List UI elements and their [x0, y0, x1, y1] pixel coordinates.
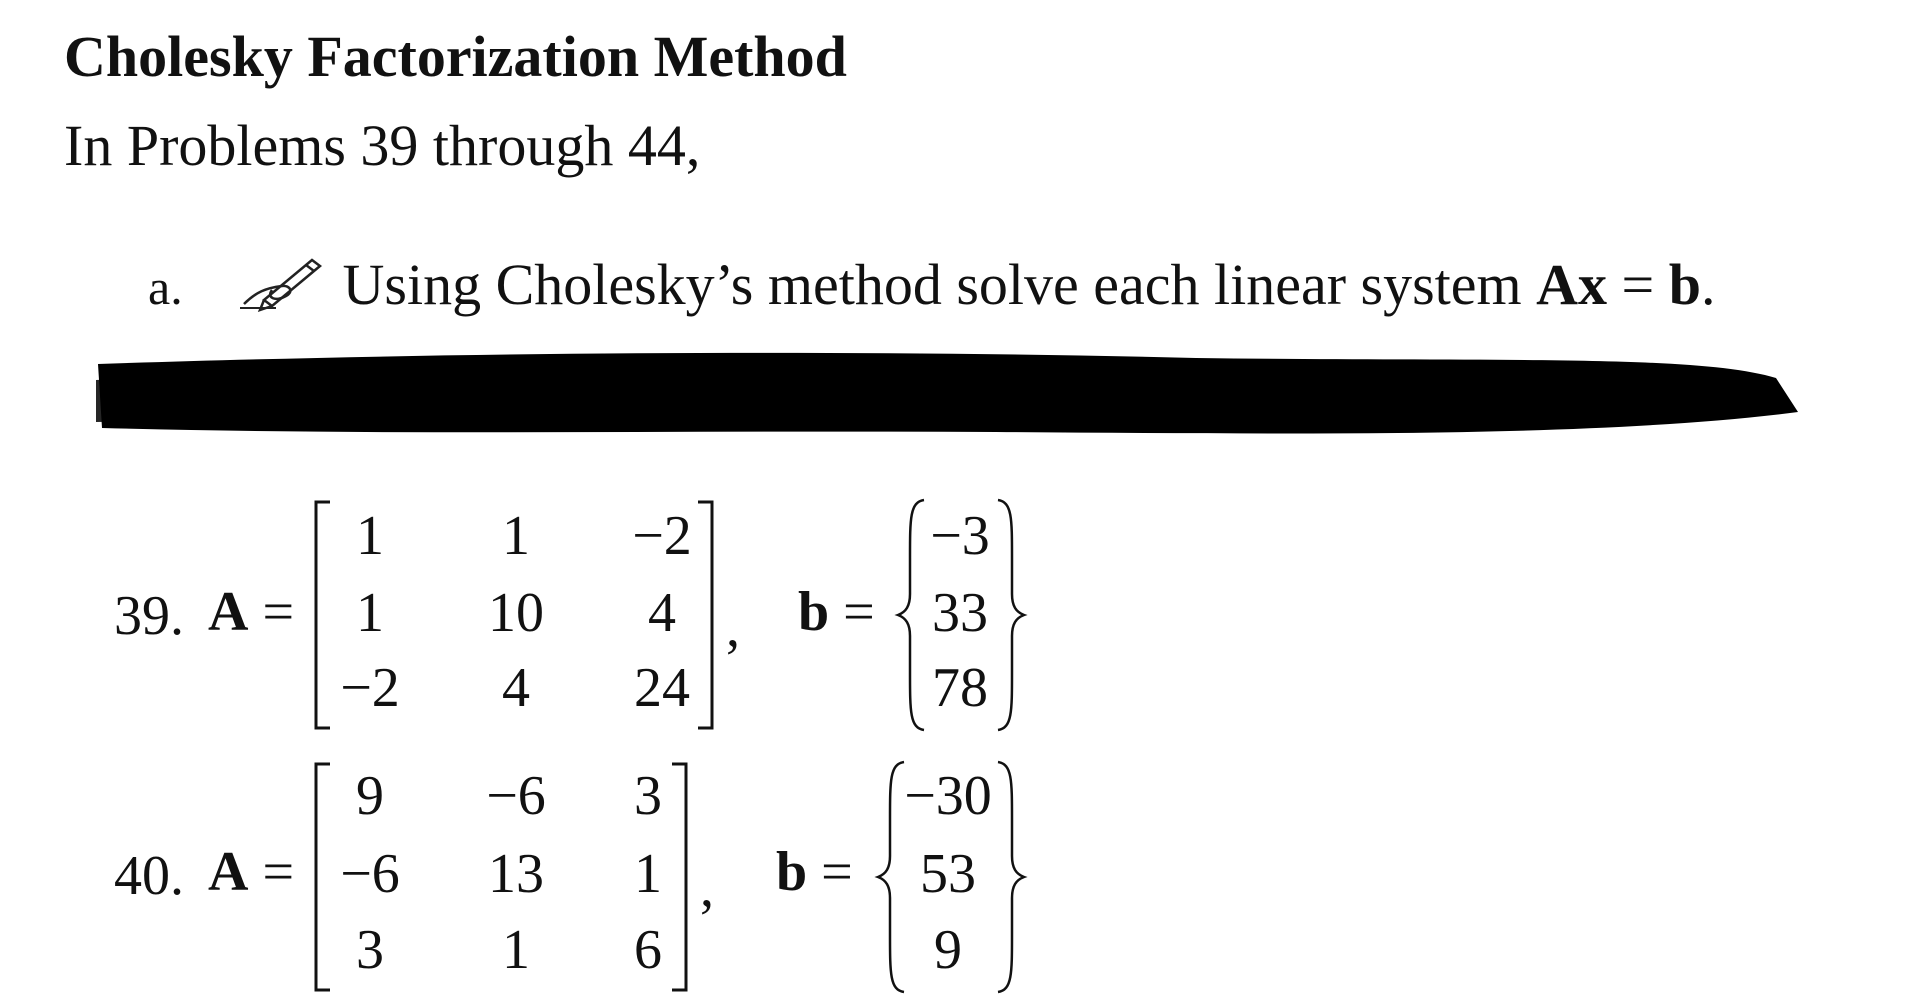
part-a-letter: a.	[148, 259, 183, 315]
part-a-text-before: Using Cholesky’s method solve each linear system	[342, 252, 1537, 317]
vector-label	[776, 841, 853, 903]
problem-number: 40.	[114, 845, 184, 907]
vector-cell: 53	[920, 843, 976, 905]
matrix-cell: 4	[648, 582, 676, 644]
vector-right-brace	[996, 760, 1026, 994]
vector-cell: 33	[932, 582, 988, 644]
matrix-cell: 10	[488, 582, 544, 644]
matrix-cell: 3	[356, 919, 384, 981]
matrix-cell: 1	[356, 505, 384, 567]
part-a-equals: =	[1607, 252, 1669, 317]
part-a-period: .	[1701, 252, 1716, 317]
matrix-cell: 6	[634, 919, 662, 981]
page-title: Cholesky Factorization Method	[64, 24, 847, 89]
part-a-lhs: Ax	[1536, 252, 1608, 317]
vector-b-label: b	[798, 581, 830, 643]
matrix-label	[208, 841, 295, 903]
matrix-A-label: A	[208, 581, 249, 643]
matrix-cell: 1	[502, 505, 530, 567]
matrix-cell: 1	[356, 582, 384, 644]
vector-equals: =	[821, 841, 853, 903]
matrix-equals: =	[262, 581, 295, 643]
problem-number: 39.	[114, 585, 184, 647]
matrix-cell: 9	[356, 765, 384, 827]
matrix-cell: −6	[486, 765, 546, 827]
matrix-cell: 1	[502, 919, 530, 981]
vector-cell: 78	[932, 657, 988, 719]
matrix-cell: 4	[502, 657, 530, 719]
separator-comma: ,	[700, 857, 714, 919]
part-a-rhs: b	[1668, 252, 1702, 317]
vector-cell: −30	[904, 765, 992, 827]
vector-cell: 9	[934, 919, 962, 981]
matrix-cell: −2	[632, 505, 692, 567]
separator-comma: ,	[726, 597, 740, 659]
intro-text: In Problems 39 through 44,	[64, 113, 701, 178]
vector-b-label: b	[776, 841, 808, 903]
matrix-cell: 13	[488, 843, 544, 905]
matrix-cell: −2	[340, 657, 400, 719]
matrix-cell: 1	[634, 843, 662, 905]
matrix-equals: =	[262, 841, 295, 903]
vector-cell: −3	[930, 505, 990, 567]
matrix-cell: −6	[340, 843, 400, 905]
matrix-A-label: A	[208, 841, 249, 903]
vector-equals: =	[843, 581, 875, 643]
matrix-cell: 24	[634, 657, 690, 719]
matrix-cell: 3	[634, 765, 662, 827]
